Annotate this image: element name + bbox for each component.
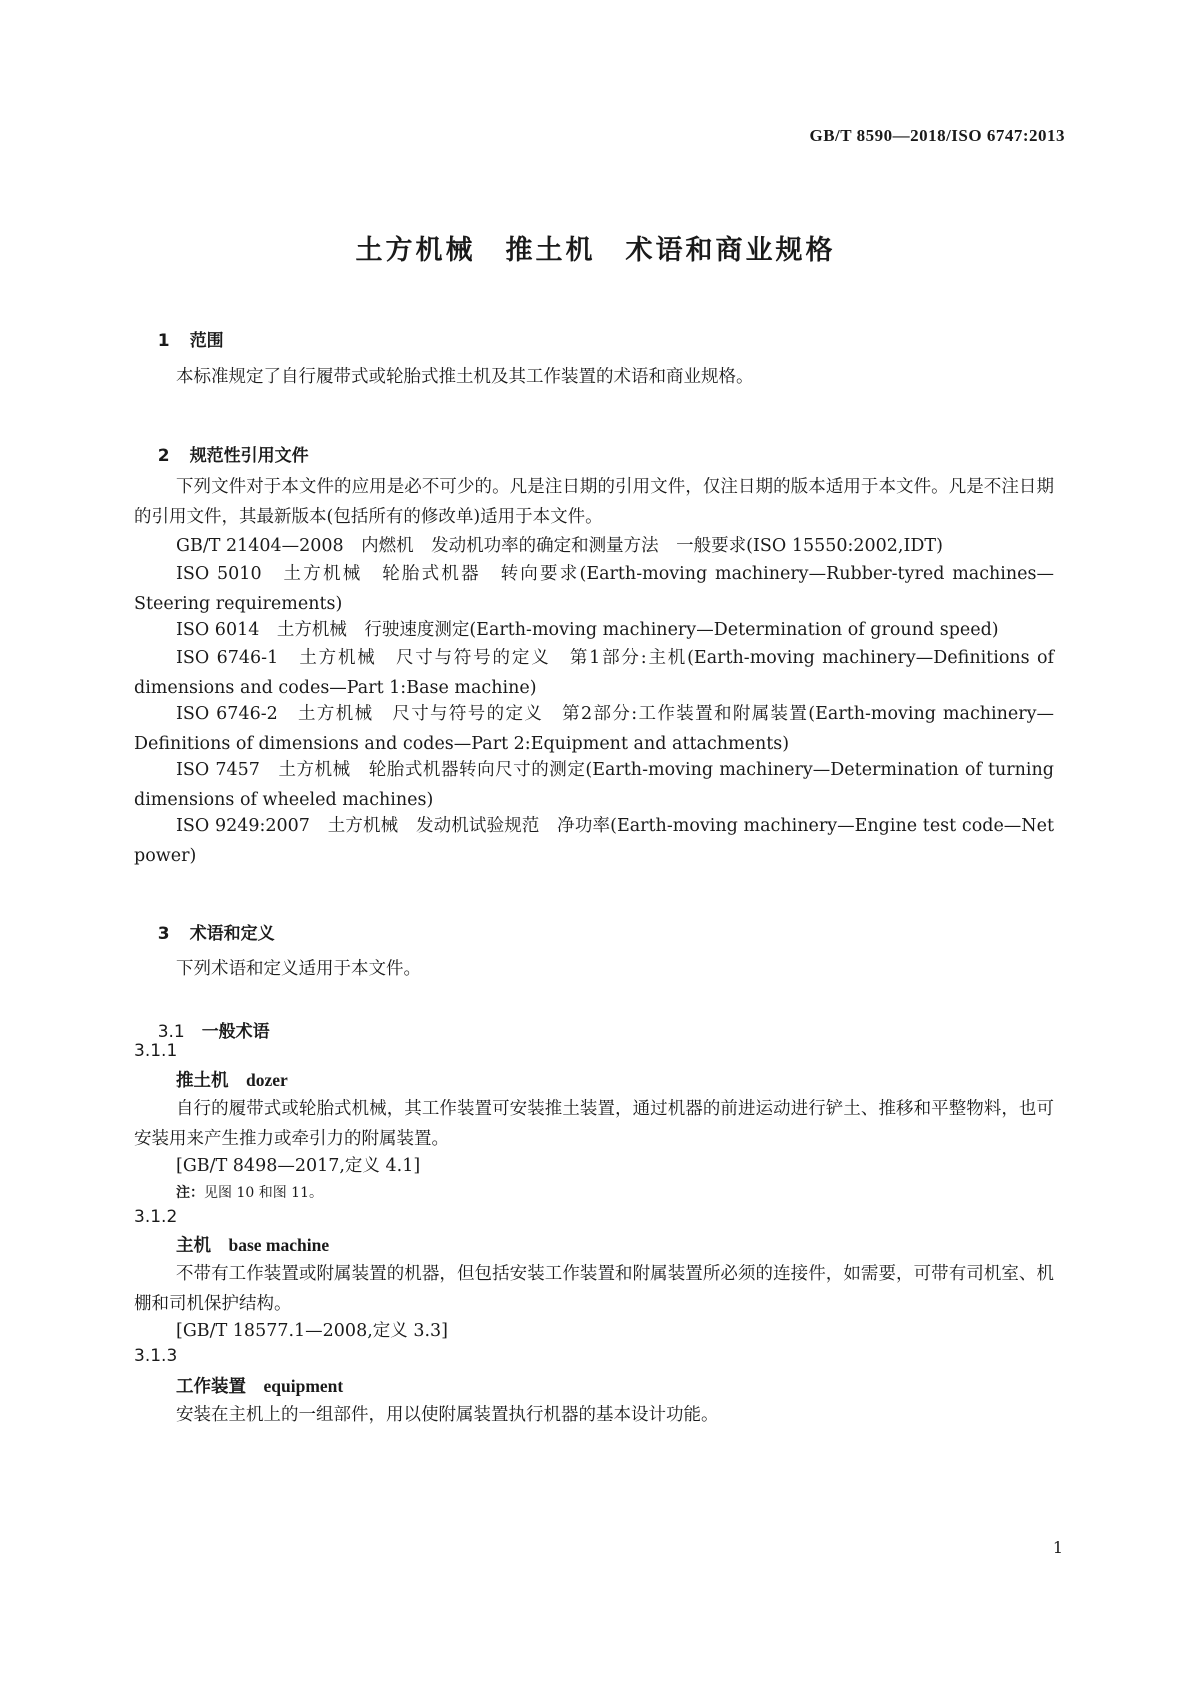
- section-number: 3: [157, 924, 170, 944]
- subsection-title: 一般术语: [201, 1022, 270, 1042]
- term-en: equipment: [263, 1376, 344, 1396]
- note-text: 见图 10 和图 11。: [204, 1185, 323, 1201]
- reference-item: ISO 5010 土方机械 轮胎式机器 转向要求(Earth-moving machinery—Rubber-tyred machines—Steering requirements): [134, 564, 1054, 614]
- reference-item: ISO 6746-1 土方机械 尺寸与符号的定义 第1部分:主机(Earth-moving machinery—Definitions of dimensions and codes—Part 1:Base machine): [134, 648, 1054, 698]
- term-source: [GB/T 8498—2017,定义 4.1]: [176, 1156, 421, 1176]
- reference-item: ISO 7457 土方机械 轮胎式机器转向尺寸的测定(Earth-moving machinery—Determination of turning dimensions of wheeled machines): [134, 760, 1054, 810]
- section-title: 规范性引用文件: [189, 446, 309, 466]
- term-definition: 自行的履带式或轮胎式机械，其工作装置可安装推土装置，通过机器的前进运动进行铲土、推移和平整物料，也可安装用来产生推力或牵引力的附属装置。: [134, 1099, 1054, 1149]
- references-intro: 下列文件对于本文件的应用是必不可少的。凡是注日期的引用文件，仅注日期的版本适用于本文件。凡是不注日期的引用文件，其最新版本(包括所有的修改单)适用于本文件。: [134, 477, 1054, 527]
- term-definition: 安装在主机上的一组部件，用以使附属装置执行机器的基本设计功能。: [176, 1405, 719, 1425]
- section-title: 术语和定义: [189, 924, 275, 944]
- term-number: 3.1.2: [134, 1207, 178, 1227]
- term-number: 3.1.3: [134, 1346, 178, 1366]
- standard-code: GB/T 8590—2018/ISO 6747:2013: [809, 126, 1065, 145]
- term-zh: 工作装置: [176, 1377, 246, 1397]
- reference-item: ISO 6014 土方机械 行驶速度测定(Earth-moving machinery—Determination of ground speed): [176, 620, 999, 640]
- term-en: dozer: [246, 1070, 288, 1090]
- term-heading: [176, 1232, 329, 1257]
- term-source: [GB/T 18577.1—2008,定义 3.3]: [176, 1321, 448, 1341]
- reference-item: ISO 6746-2 土方机械 尺寸与符号的定义 第2部分:工作装置和附属装置(Earth-moving machinery—Definitions of dimensions and codes—Part 2:Equipment and attachments): [134, 704, 1054, 754]
- term-definition: 不带有工作装置或附属装置的机器，但包括安装工作装置和附属装置所必须的连接件，如需要，可带有司机室、机棚和司机保护结构。: [134, 1264, 1054, 1314]
- section-number: 2: [157, 446, 170, 466]
- reference-item: GB/T 21404—2008 内燃机 发动机功率的确定和测量方法 一般要求(ISO 15550:2002,IDT): [176, 536, 943, 556]
- term-heading: [176, 1067, 288, 1092]
- terms-intro: 下列术语和定义适用于本文件。: [176, 959, 421, 979]
- term-zh: 主机: [176, 1236, 211, 1256]
- page-number: 1: [1052, 1538, 1063, 1557]
- reference-item: ISO 9249:2007 土方机械 发动机试验规范 净功率(Earth-moving machinery—Engine test code—Net power): [134, 816, 1054, 866]
- term-en: base machine: [228, 1235, 330, 1255]
- document-title: 土方机械 推土机 术语和商业规格: [355, 235, 836, 266]
- scope-paragraph: 本标准规定了自行履带式或轮胎式推土机及其工作装置的术语和商业规格。: [176, 367, 754, 387]
- section-number: 1: [157, 331, 170, 351]
- subsection-number: 3.1: [157, 1022, 185, 1042]
- note-label: 注：: [176, 1185, 204, 1201]
- term-heading: [176, 1373, 343, 1398]
- term-zh: 推土机: [176, 1071, 229, 1091]
- term-number: 3.1.1: [134, 1041, 178, 1061]
- term-note: [176, 1182, 323, 1202]
- section-title: 范围: [189, 331, 224, 351]
